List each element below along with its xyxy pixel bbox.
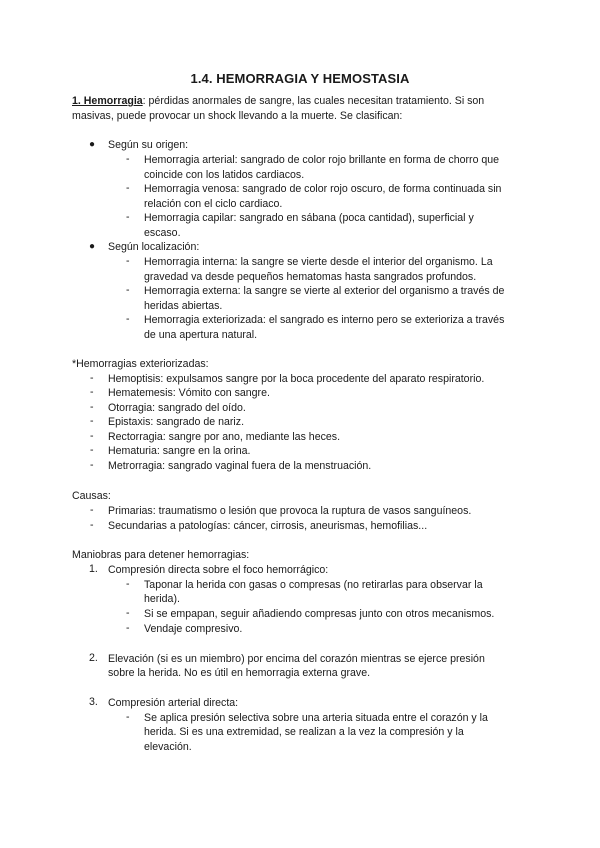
causas-heading: Causas: [72, 490, 111, 502]
localizacion-heading: Según localización: [108, 241, 200, 253]
maniobra-2-line-2: sobre la herida. No es útil en hemorragia externa grave. [108, 667, 371, 679]
origen-item-1-line-1: Hemorragia arterial: sangrado de color rojo brillante en forma de chorro que [144, 154, 500, 166]
maniobra-3: Compresión arterial directa: [108, 697, 239, 709]
localizacion-item-3-line-1: Hemorragia exteriorizada: el sangrado es interno pero se exterioriza a través [144, 314, 505, 326]
exteriorizadas-item-2: Hematemesis: Vómito con sangre. [108, 387, 270, 399]
dash-icon: - [126, 622, 130, 634]
localizacion-item-2-line-1: Hemorragia externa: la sangre se vierte al exterior del organismo a través de [144, 285, 505, 297]
dash-icon: - [126, 182, 130, 194]
maniobras-heading: Maniobras para detener hemorragias: [72, 549, 250, 561]
dash-icon: - [126, 313, 130, 325]
localizacion-item-2-line-2: heridas abiertas. [144, 300, 223, 312]
maniobra-2-line-1: Elevación (si es un miembro) por encima del corazón mientras se ejerce presión [108, 653, 485, 665]
dash-icon: - [126, 578, 130, 590]
dash-icon: - [90, 415, 94, 427]
maniobra-1: Compresión directa sobre el foco hemorrágico: [108, 564, 329, 576]
dash-icon: - [90, 519, 94, 531]
bullet-icon: ● [89, 241, 96, 252]
bullet-icon: ● [89, 139, 96, 150]
list-number: 2. [89, 652, 98, 664]
exteriorizadas-item-7: Metrorragia: sangrado vaginal fuera de la menstruación. [108, 460, 372, 472]
exteriorizadas-item-4: Epistaxis: sangrado de nariz. [108, 416, 245, 428]
dash-icon: - [90, 401, 94, 413]
exteriorizadas-item-3: Otorragia: sangrado del oído. [108, 402, 246, 414]
dash-icon: - [126, 284, 130, 296]
causas-item-1: Primarias: traumatismo o lesión que provoca la ruptura de vasos sanguíneos. [108, 505, 472, 517]
localizacion-item-3-line-2: de una apertura natural. [144, 329, 258, 341]
exteriorizadas-item-1: Hemoptisis: expulsamos sangre por la boca procedente del aparato respiratorio. [108, 373, 485, 385]
intro-line-2: masivas, puede provocar un shock llevando a la muerte. Se clasifican: [72, 110, 403, 122]
dash-icon: - [126, 255, 130, 267]
maniobra-3-sub-line-3: elevación. [144, 741, 192, 753]
dash-icon: - [126, 607, 130, 619]
intro-text-1: : pérdidas anormales de sangre, las cuales necesitan tratamiento. Si son [142, 95, 485, 107]
maniobra-1-sub-3: Vendaje compresivo. [144, 623, 243, 635]
dash-icon: - [90, 504, 94, 516]
dash-icon: - [90, 430, 94, 442]
origen-item-2-line-2: relación con el ciclo cardiaco. [144, 198, 283, 210]
origen-item-3-line-2: escaso. [144, 227, 181, 239]
origen-item-1-line-2: coincide con los latidos cardiacos. [144, 169, 305, 181]
page-title: 1.4. HEMORRAGIA Y HEMOSTASIA [190, 71, 410, 86]
dash-icon: - [90, 444, 94, 456]
maniobra-3-sub-line-2: herida. Si es una extremidad, se realizan a la vez la compresión y la [144, 726, 464, 738]
maniobra-3-sub-line-1: Se aplica presión selectiva sobre una arteria situada entre el corazón y la [144, 712, 488, 724]
list-number: 1. [89, 563, 98, 575]
origen-item-3-line-1: Hemorragia capilar: sangrado en sábana (poca cantidad), superficial y [144, 212, 474, 224]
origen-heading: Según su origen: [108, 139, 189, 151]
exteriorizadas-heading: *Hemorragias exteriorizadas: [72, 358, 209, 370]
intro-line-1 [72, 94, 532, 109]
exteriorizadas-item-5: Rectorragia: sangre por ano, mediante las heces. [108, 431, 341, 443]
dash-icon: - [126, 211, 130, 223]
dash-icon: - [90, 372, 94, 384]
hemorragia-label: 1. Hemorragia [72, 95, 143, 107]
maniobra-1-sub-1-line-2: herida). [144, 593, 180, 605]
maniobra-1-sub-2: Si se empapan, seguir añadiendo compresas junto con otros mecanismos. [144, 608, 495, 620]
list-number: 3. [89, 696, 98, 708]
dash-icon: - [126, 153, 130, 165]
dash-icon: - [90, 386, 94, 398]
localizacion-item-1-line-1: Hemorragia interna: la sangre se vierte desde el interior del organismo. La [144, 256, 493, 268]
exteriorizadas-item-6: Hematuria: sangre en la orina. [108, 445, 251, 457]
dash-icon: - [90, 459, 94, 471]
maniobra-1-sub-1-line-1: Taponar la herida con gasas o compresas (no retirarlas para observar la [144, 579, 483, 591]
localizacion-item-1-line-2: gravedad va desde pequeños hematomas hasta sangrados profundos. [144, 271, 477, 283]
causas-item-2: Secundarias a patologías: cáncer, cirrosis, aneurismas, hemofilias... [108, 520, 428, 532]
dash-icon: - [126, 711, 130, 723]
origen-item-2-line-1: Hemorragia venosa: sangrado de color rojo oscuro, de forma continuada sin [144, 183, 502, 195]
